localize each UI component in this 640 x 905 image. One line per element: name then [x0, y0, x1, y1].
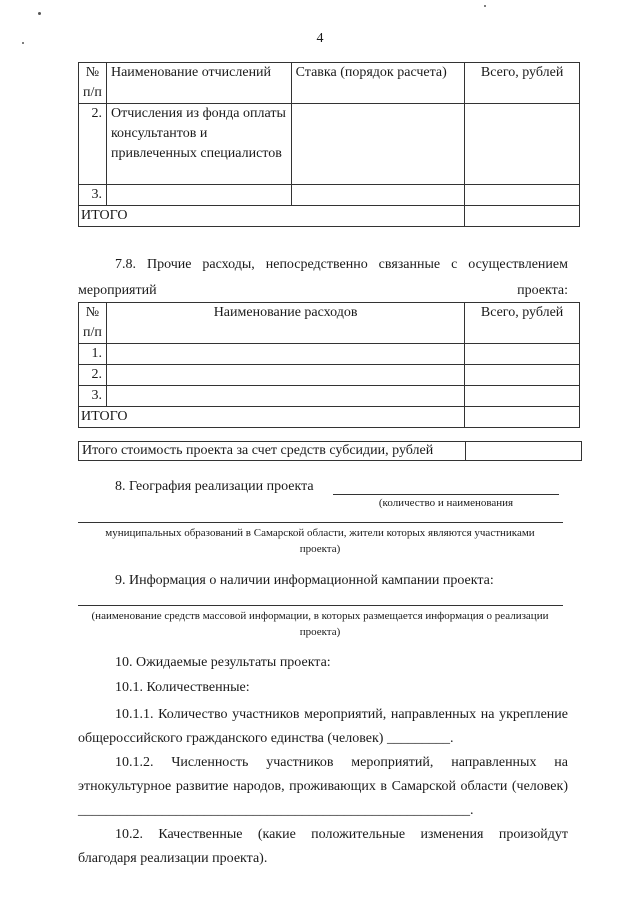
total-label: ИТОГО	[79, 407, 465, 428]
row-name: Отчисления из фонда оплаты консультантов и привлеченных специалистов	[106, 104, 291, 185]
table-total-row	[79, 407, 580, 428]
scan-speck	[484, 5, 486, 7]
row-name	[106, 185, 291, 206]
header-cell-total: Всего, рублей	[465, 303, 580, 344]
other-expenses-table	[78, 302, 580, 428]
table-row	[79, 386, 580, 407]
header-cell-num: № п/п	[79, 303, 107, 344]
scan-speck	[38, 12, 41, 15]
table-row	[79, 365, 580, 386]
table-header-row	[79, 63, 580, 104]
row-total	[465, 344, 580, 365]
row-num: 1.	[79, 344, 107, 365]
row-num: 2.	[79, 365, 107, 386]
table-row	[79, 104, 580, 185]
header-cell-rate: Ставка (порядок расчета)	[291, 63, 465, 104]
row-num: 3.	[79, 386, 107, 407]
section-9-fill-line	[78, 605, 563, 606]
section-8-fill-line-2	[78, 522, 563, 523]
section-10-1: 10.1. Количественные:	[115, 680, 250, 695]
section-7-8-text: 7.8. Прочие расходы, непосредственно связанные с осуществлением мероприятий проекта:	[78, 257, 568, 298]
page-number: 4	[316, 31, 324, 46]
section-8-text: 8. География реализации проекта	[115, 479, 314, 494]
row-total	[465, 104, 580, 185]
total-value	[465, 407, 580, 428]
row-name	[106, 344, 464, 365]
table-row	[79, 185, 580, 206]
grand-total-divider	[465, 442, 466, 460]
header-cell-name: Наименование отчислений	[106, 63, 291, 104]
header-cell-num: № п/п	[79, 63, 107, 104]
section-9-hint: (наименование средств массовой информации, в которых размещается информация о реализации проекта)	[91, 610, 549, 638]
row-rate	[291, 104, 465, 185]
grand-total-label: Итого стоимость проекта за счет средств субсидии, рублей	[82, 443, 434, 458]
total-value	[465, 206, 580, 227]
section-10-title: 10. Ожидаемые результаты проекта:	[115, 655, 331, 670]
total-label: ИТОГО	[79, 206, 465, 227]
table-row	[79, 344, 580, 365]
section-10-2: 10.2. Качественные (какие положительные изменения произойдут благодаря реализации проекта).	[78, 827, 568, 866]
header-cell-total: Всего, рублей	[465, 63, 580, 104]
section-9-text: 9. Информация о наличии информационной кампании проекта:	[115, 573, 494, 588]
row-total	[465, 386, 580, 407]
row-name	[106, 386, 464, 407]
row-rate	[291, 185, 465, 206]
section-10-1-2: 10.1.2. Численность участников мероприятий, направленных на этнокультурное развитие народов, проживающих в Самарской области (человек) ________________________________________________________.	[78, 755, 568, 818]
section-10-1-1: 10.1.1. Количество участников мероприятий, направленных на укрепление общероссийского гражданского единства (человек) _________.	[78, 707, 568, 746]
grand-total-box	[78, 441, 582, 461]
row-num: 2.	[79, 104, 107, 185]
table-total-row	[79, 206, 580, 227]
header-cell-name: Наименование расходов	[106, 303, 464, 344]
row-total	[465, 365, 580, 386]
section-8-hint-1: (количество и наименования	[378, 497, 514, 509]
row-name	[106, 365, 464, 386]
table-header-row	[79, 303, 580, 344]
section-8-hint-2: муниципальных образований в Самарской области, жители которых являются участниками проекта)	[105, 527, 535, 555]
row-num: 3.	[79, 185, 107, 206]
deductions-table	[78, 62, 580, 227]
row-total	[465, 185, 580, 206]
